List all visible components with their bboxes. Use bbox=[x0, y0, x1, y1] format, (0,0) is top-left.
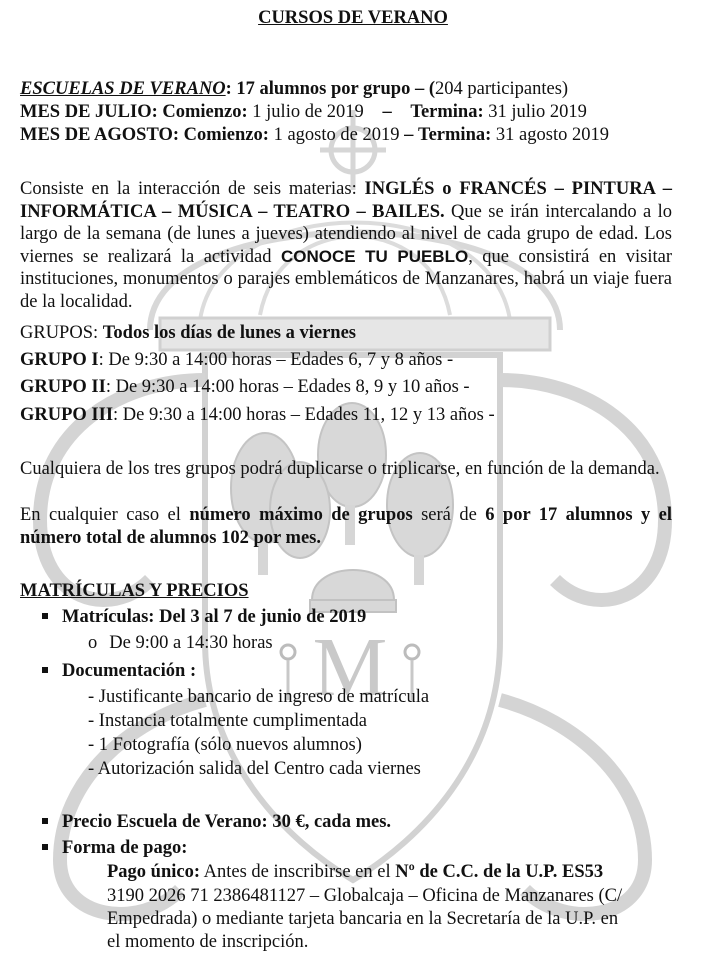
grupo-text: : De 9:30 a 14:00 horas – Edades 8, 9 y 10 años - bbox=[105, 377, 470, 397]
grupo-name: GRUPO III bbox=[20, 405, 114, 425]
escuelas-label: ESCUELAS DE VERANO bbox=[20, 79, 226, 99]
descripcion-text-3: , que consistirá en visitar instituciones, monumentos o parajes emblemáticos de Manzanares, habrá un viaje fuera de la localidad. bbox=[20, 246, 672, 312]
maximo-bold-2: 6 por 17 alumnos y el número total de alumnos 102 por mes. bbox=[20, 505, 672, 548]
doc-list-item: - Autorización salida del Centro cada viernes bbox=[88, 759, 421, 779]
pago-text: Antes de inscribirse en el bbox=[200, 862, 396, 882]
documentacion-label: Documentación : bbox=[62, 661, 197, 681]
julio-sep: – bbox=[382, 102, 392, 122]
matriculas-horas: De 9:00 a 14:30 horas bbox=[109, 633, 273, 653]
julio-line bbox=[20, 101, 587, 123]
julio-termina-label: Termina: bbox=[410, 102, 484, 122]
matriculas-horas-item bbox=[88, 632, 273, 654]
matriculas-fechas-item bbox=[42, 606, 366, 628]
agosto-comienzo: 1 agosto de 2019 bbox=[273, 125, 400, 145]
maximo-text-1: En cualquier caso el bbox=[20, 505, 190, 525]
descripcion-materias: INGLÉS o FRANCÉS – PINTURA – INFORMÁTICA – MÚSICA – TEATRO – BAILES. bbox=[20, 179, 672, 222]
julio-mes: MES DE JULIO: bbox=[20, 102, 158, 122]
doc-list-item: - 1 Fotografía (sólo nuevos alumnos) bbox=[88, 735, 362, 755]
descripcion-conoce: CONOCE TU PUEBLO bbox=[280, 246, 469, 266]
grupo-text: : De 9:30 a 14:00 horas – Edades 6, 7 y 8 años - bbox=[98, 350, 454, 370]
grupos-label: GRUPOS: bbox=[20, 323, 103, 343]
page-title: CURSOS DE VERANO bbox=[258, 8, 448, 28]
square-bullet-icon bbox=[42, 613, 48, 619]
agosto-mes: MES DE AGOSTO: bbox=[20, 125, 180, 145]
agosto-comienzo-label: Comienzo: bbox=[183, 125, 269, 145]
agosto-line bbox=[20, 124, 609, 146]
precio-text: Precio Escuela de Verano: 30 €, cada mes. bbox=[62, 812, 392, 832]
square-bullet-icon bbox=[42, 667, 48, 673]
descripcion-text-2: Que se irán intercalando a lo largo de la semana (de lunes a jueves) atendiendo al nivel de cada grupo de edad. Los viernes se realizará la actividad bbox=[20, 201, 672, 267]
grupos-dias: Todos los días de lunes a viernes bbox=[102, 323, 357, 343]
grupo-item bbox=[20, 376, 470, 398]
doc-list-item: - Justificante bancario de ingreso de matrícula bbox=[88, 687, 430, 707]
grupo-item bbox=[20, 404, 495, 426]
julio-comienzo: 1 julio de 2019 bbox=[252, 102, 364, 122]
pago-cc: Nº de C.C. de la U.P. ES53 bbox=[395, 862, 604, 882]
pago-line: 3190 2026 71 2386481127 – Globalcaja – Oficina de Manzanares (C/ bbox=[107, 886, 623, 906]
agosto-termina: 31 agosto 2019 bbox=[495, 125, 609, 145]
grupos-line bbox=[20, 322, 356, 344]
agosto-termina-label: Termina: bbox=[417, 125, 492, 145]
escuelas-participantes: 204 participantes) bbox=[435, 79, 569, 99]
doc-list-item: - Instancia totalmente cumplimentada bbox=[88, 711, 367, 731]
pago-line: Empedrada) o mediante tarjeta bancaria en la Secretaría de la U.P. en bbox=[107, 909, 619, 929]
matriculas-fechas: Matrículas: Del 3 al 7 de junio de 2019 bbox=[62, 607, 367, 627]
agosto-sep: – bbox=[404, 125, 414, 145]
documentacion-item bbox=[42, 660, 196, 682]
grupo-item bbox=[20, 349, 453, 371]
circle-bullet-icon: o bbox=[88, 633, 98, 653]
forma-pago-item bbox=[42, 837, 187, 859]
julio-termina: 31 julio 2019 bbox=[488, 102, 587, 122]
grupo-text: : De 9:30 a 14:00 horas – Edades 11, 12 y 13 años - bbox=[113, 405, 495, 425]
descripcion-text-1: Consiste en la interacción de seis materias: bbox=[20, 179, 365, 199]
pago-line-1 bbox=[107, 861, 603, 883]
escuelas-alumnos: 17 alumnos por grupo – ( bbox=[231, 79, 435, 99]
square-bullet-icon bbox=[42, 844, 48, 850]
watermark-letter: M bbox=[312, 621, 388, 714]
pago-line: el momento de inscripción. bbox=[107, 932, 309, 952]
escuelas-line bbox=[20, 78, 568, 100]
square-bullet-icon bbox=[42, 818, 48, 824]
maximo-bold-1: número máximo de grupos bbox=[189, 505, 413, 525]
grupo-name: GRUPO II bbox=[20, 377, 106, 397]
maximo-paragraph bbox=[20, 504, 672, 549]
julio-comienzo-label: Comienzo: bbox=[162, 102, 248, 122]
pago-label: Pago único: bbox=[107, 862, 201, 882]
escuelas-colon: : bbox=[225, 79, 232, 99]
precio-item bbox=[42, 811, 391, 833]
descripcion-paragraph bbox=[20, 178, 672, 314]
matriculas-heading: MATRÍCULAS Y PRECIOS bbox=[20, 581, 249, 601]
duplicar-paragraph: Cualquiera de los tres grupos podrá duplicarse o triplicarse, en función de la demanda. bbox=[20, 459, 660, 479]
maximo-text-2: será de bbox=[412, 505, 486, 525]
grupo-name: GRUPO I bbox=[20, 350, 99, 370]
forma-pago-label: Forma de pago: bbox=[62, 838, 188, 858]
